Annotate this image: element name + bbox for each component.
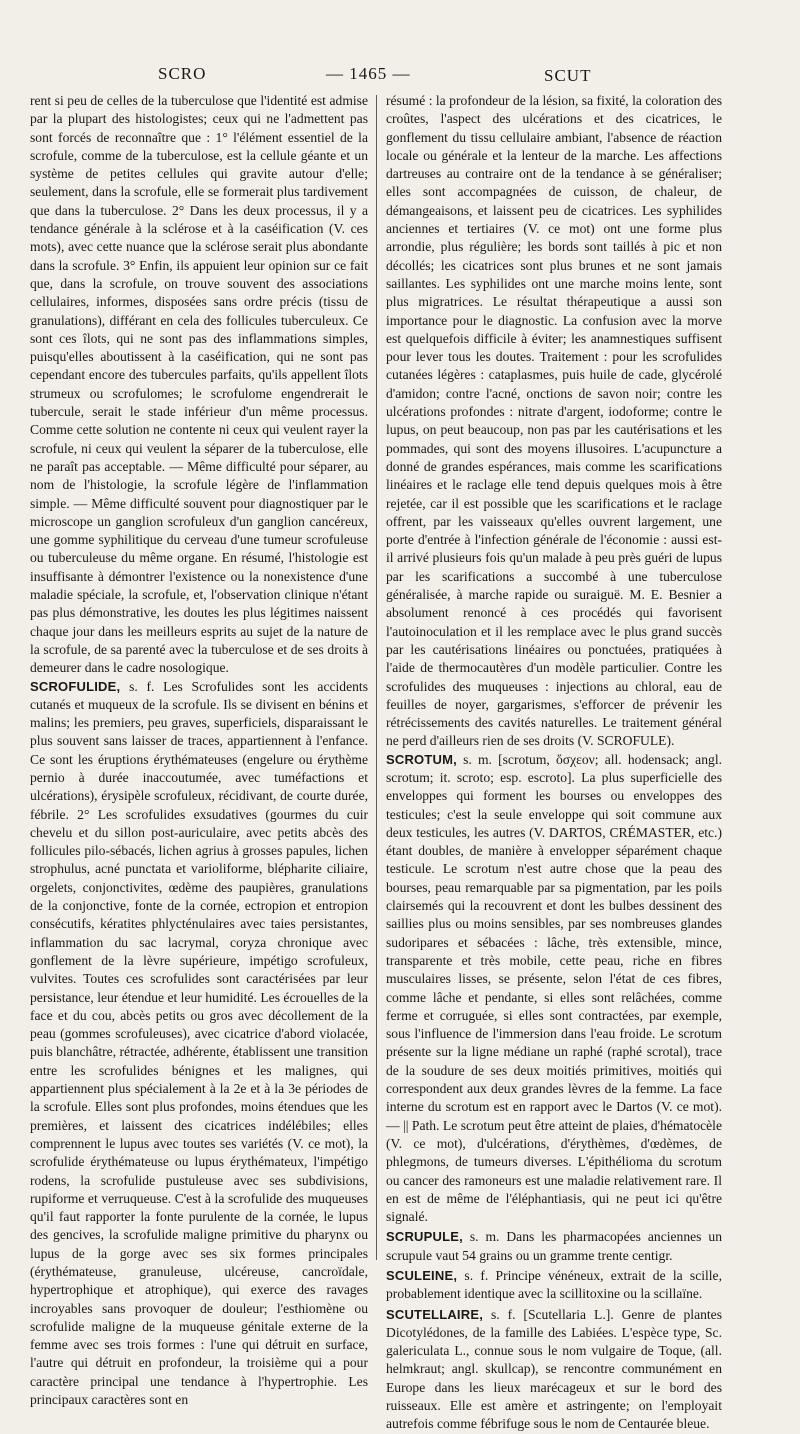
headword-scrupule: SCRUPULE, (386, 1229, 463, 1245)
page-number: — 1465 — (326, 64, 411, 83)
running-head (0, 60, 800, 90)
running-head-left: SCRO (158, 64, 207, 83)
entry-scutellaire (386, 1306, 722, 1434)
headword-scrotum: SCROTUM, (386, 751, 457, 767)
definition-scrotum: s. m. [scrotum, ὄσχεον; all. hodensack; angl. scrotum; it. scroto; esp. escroto]. La plus superficielle des enveloppes qui forment les bourses ou enveloppes des testicules; c'est la seule enveloppe qui soit commune aux deux testicules, les autres (V. DARTOS, CRÉMASTER, etc.) étant doubles, de manière à envelopper séparément chaque testicule. Le scrotum n'est autre chose que la peau des bourses, peau remarquable par sa pigmentation, par les poils clairsemés qui la recouvrent et dont les bulbes dessinent des saillies plus ou moins sensibles, par ses nombreuses glandes sudoripares et sébacées : lâche, très extensible, mince, transparente et très mobile, cette peau, riche en fibres musculaires lisses, se présente, selon l'état de ces fibres, comme lâche et pendante, si elles sont relâchées, comme ferme et corruguée, si elles sont contractées, par exemple, sous l'influence de l'immersion dans l'eau froide. Le scrotum présente sur la ligne médiane un raphé (raphé scrotal), trace de la soudure de ses deux moitiés primitives, moitiés qui correspondent aux deux grandes lèvres de la femme. La face interne du scrotum est en rapport avec le Dartos (V. ce mot). — || Path. Le scrotum peut être atteint de plaies, d'hématocèle (V. ce mot), d'ulcérations, d'érythèmes, d'œdèmes, de phlegmons, de tumeurs diverses. L'épithélioma du scrotum ou cancer des ramoneurs est une maladie relativement rare. Il en est de même de l'éléphantiasis, qui ne peut ici qu'être signalé. (386, 751, 722, 1225)
entry-scrupule (386, 1228, 722, 1265)
definition-scutellaire: s. f. [Scutellaria L.]. Genre de plantes Dicotylédones, de la famille des Labiées. L'espèce type, Sc. galericulata L., connue sous le nom vulgaire de Toque, (all. helmkraut; angl. skullcap), se rencontre communément en Europe dans les lieux marécageux et sur le bord des ruisseaux. Elle est amère et astringente; on l'employait autrefois comme fébrifuge sous le nom de Centaurée bleue. (386, 1306, 722, 1432)
entry-sculeine (386, 1267, 722, 1304)
headword-scutellaire: SCUTELLAIRE, (386, 1306, 484, 1322)
column-divider (376, 95, 377, 1260)
definition-scrupule: s. m. Dans les pharmacopées anciennes un scrupule vaut 54 grains ou un gramme trente centigr. (386, 1229, 722, 1263)
entry-scrofulide (30, 678, 368, 1410)
left-column (30, 92, 368, 1408)
definition-sculeine: s. f. Principe vénéneux, extrait de la scille, probablement identique avec la scillitoxine ou la scillaïne. (386, 1268, 722, 1302)
headword-scrofulide: SCROFULIDE, (30, 678, 121, 694)
continued-paragraph-right: résumé : la profondeur de la lésion, sa fixité, la coloration des croûtes, l'aspect des ulcérations et des cicatrices, le gonflement du tissu cellulaire ambiant, l'absence de réaction locale ou générale et la lenteur de la marche. Les affections dartreuses au contraire ont de la tendance à se généraliser; elles sont accompagnées de cuisson, de chaleur, de démangeaisons, et laissent peu de cicatrices. Les syphilides anciennes et tertiaires (V. ce mot) ont une forme plus arrondie, plus régulière; les bords sont taillés à pic et non décollés; les cicatrices sont plus brunes et ne sont jamais saillantes. Les syphilides ont une marche moins lente, sont plus migratrices. Le résultat thérapeutique a aussi son importance pour le diagnostic. La confusion avec la morve est quelquefois difficile à éviter; les anamnestiques suffisent pour lever tous les doutes. Traitement : pour les scrofulides cutanées légères : cataplasmes, puis huile de cade, glycérolé d'amidon; contre l'acné, onctions de savon noir; contre les ulcérations profondes : nitrate d'argent, iodoforme; contre le lupus, on peut beaucoup, non pas par les cautérisations et les pommades, qui sont des moyens illusoires. L'acupuncture a donné de grandes espérances, mais comme les scarifications linéaires et le raclage elle tend depuis quelques mois à être rejetée, car il est possible que les scarifications et le raclage offrent, par les vaisseaux qu'elles ouvrent largement, une porte d'entrée à l'infection générale de l'économie : aussi est-il arrivé plusieurs fois qu'un malade à peu près guéri de lupus par les scarifications a succombé à une tuberculose généralisée, à marche rapide ou suraiguë. M. E. Besnier a absolument renoncé à ces procédés qui favorisent l'autoinoculation et il les remplace avec le plus grand succès par les cautérisations linéaires ou ponctuées, pratiquées à l'aide de thermocautères d'un modèle particulier. Contre les scrofulides des muqueuses : injections au chloral, eau de feuilles de noyer, gargarismes, s'efforcer de prévenir les rétrécissements des cavités naturelles. Le traitement général ne perd d'ailleurs rien de ses droits (V. SCROFULE). (386, 93, 722, 749)
right-column (386, 92, 722, 1432)
continued-paragraph: rent si peu de celles de la tuberculose que l'identité est admise par la plupart des histologistes; ceux qui ne l'admettent pas sont forcés de reconnaître que : 1° l'élément essentiel de la scrofule, comme de la tuberculose, est la cellule géante et un système de petites cellules qui gravite autour d'elle; seulement, dans la scrofule, elle se formerait plus tardivement que dans la tuberculose. 2° Dans les deux processus, il y a tendance générale à la sclérose et à la caséification (V. ces mots), avec cette nuance que la sclérose serait plus abondante dans la scrofule. 3° Enfin, ils appuient leur opinion sur ce fait que, dans la scrofule, on trouve souvent des associations cellulaires, informes, disposées sans ordre précis (tissu de granulations), différant en cela des follicules tuberculeux. Ce sont ces îlots, qui ne sont pas des inflammations simples, puisqu'elles aboutissent à la caséification, qui ne sont pas cependant encore des tubercules parfaits, qu'ils appellent îlots strumeux ou scrofulomes; le scrofulome engendrerait le tubercule, serait le stade inférieur d'un même processus. Comme cette solution ne contente ni ceux qui veulent rayer la scrofule, ni ceux qui veulent la séparer de la tuberculose, elle ne paraît pas acceptable. — Même difficulté pour séparer, au nom de l'histologie, la scrofule légère de l'inflammation simple. — Même difficulté souvent pour diagnostiquer par le microscope un ganglion scrofuleux d'un ganglion cancéreux, une gomme syphilitique du cerveau d'une tumeur scrofuleuse ou tuberculeuse du même organe. En résumé, l'histologie est insuffisante à démontrer l'existence ou la nonexistence d'une maladie spéciale, la scrofule, et, l'observation clinique n'étant pas plus démonstrative, les doutes les plus légitimes naissent chaque jour dans les meilleurs esprits au sujet de la nature de la scrofule, de sa parenté avec la tuberculose et de ses droits à demeurer dans le cadre nosologique. (30, 93, 368, 676)
entry-scrotum (386, 751, 722, 1227)
running-head-right: SCUT (544, 66, 592, 85)
definition-scrofulide: s. f. Les Scrofulides sont les accidents cutanés et muqueux de la scrofule. Ils se divisent en bénins et malins; les premiers, peu graves, superficiels, disparaissant le plus souvent sans laisser de traces, appartiennent à l'enfance. Ce sont les éruptions érythémateuses (engelure ou érythème pernio à durée inaccoutumée, avec tuméfactions et ulcérations), érysipèle scrofuleux, récidivant, de courte durée, fébrile. 2° Les scrofulides exsudatives (gourmes du cuir chevelu et du sillon post-auriculaire, avec petits abcès des follicules pilo-sébacés, lichen agrius à grosses papules, lichen strophulus, acné punctata et varioliforme, blépharite ciliaire, orgelets, conjonctivites, œdème des paupières, granulations de la conjonctive, fonte de la cornée, ectropion et entropion consécutifs, kératites phlycténulaires avec taies persistantes, inflammation du sac lacrymal, coryza chronique avec gonflement de la lèvre supérieure, impétigo scrofuleux, vulvites. Toutes ces scrofulides sont caractérisées par leur persistance, leur étendue et leur humidité. Les écrouelles de la face et du cou, abcès petits ou gros avec décollement de la peau (gommes scrofuleuses), avec cicatrice d'abord violacée, puis blanchâtre, rétractée, adhérente, établissent une transition entre les scrofulides bénignes et les malignes, qui appartiennent plus spécialement à la 2e et à la 3e périodes de la scrofule. Elles sont plus profondes, moins étendues que les premières, et laissent des cicatrices indélébiles; elles comprennent le lupus avec toutes ses variétés (V. ce mot), la scrofulide érythémateuse ou lupus érythémateux, l'impétigo rodens, la scrofulide pustuleuse avec ses subdivisions, rupiforme et verruqueuse. C'est à la scrofulide des muqueuses qu'il faut rapporter la fonte purulente de la cornée, le lupus des gencives, la scrofulide maligne primitive du pharynx ou lupus de la gorge avec ses six formes principales (érythémateuse, granuleuse, ulcéreuse, cancroïdale, hypertrophique et atrophique), qui exerce des ravages incroyables sans provoquer de douleur; l'esthiomène ou scrofulide maligne de la muqueuse génitale externe de la femme avec ses trois formes : l'une qui détruit en surface, l'autre qui détruit en profondeur, la troisième qui a pour caractère principal une tendance à l'hypertrophie. Les principaux caractères sont en (30, 678, 368, 1408)
headword-sculeine: SCULEINE, (386, 1268, 458, 1283)
